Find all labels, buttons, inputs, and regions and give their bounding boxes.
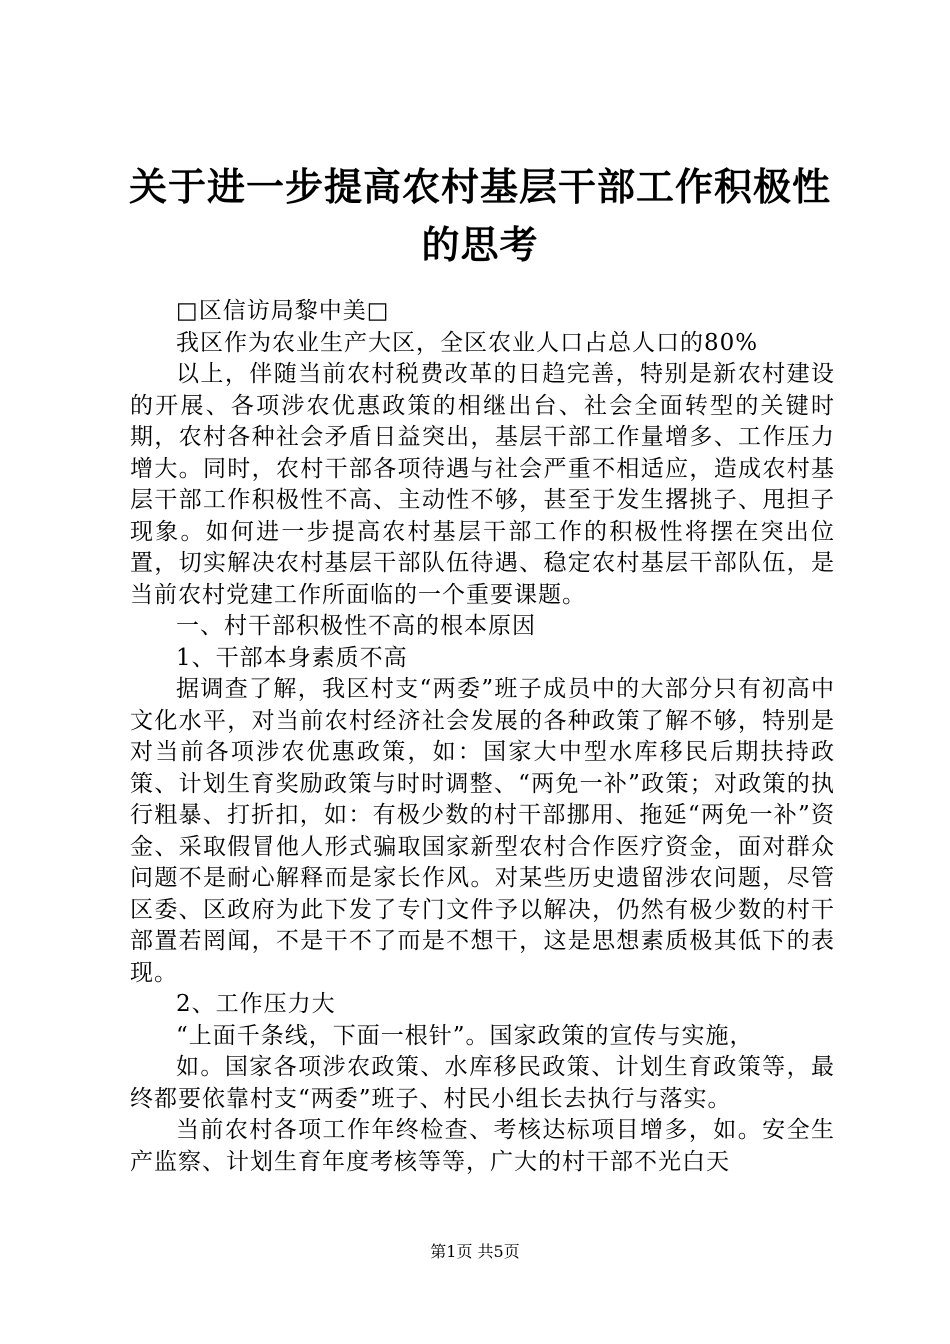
document-title: 关于进一步提高农村基层干部工作积极性的思考 — [128, 164, 831, 267]
paragraph: “上面千条线，下面一根针”。国家政策的宣传与实施， — [176, 1022, 754, 1049]
subsection-heading: 2、工作压力大 — [176, 991, 336, 1017]
author-line: □区信访局黎中美□ — [176, 298, 390, 324]
paragraph: 如。国家各项涉农政策、水库移民政策、计划生育政策等，最终都要依靠村支“两委”班子、村民小组长去执行与落实。 — [130, 1054, 835, 1112]
paragraph: 据调查了解，我区村支“两委”班子成员中的大部分只有初高中文化水平，对当前农村经济社会发展的各种政策了解不够，特别是对当前各项涉农优惠政策，如：国家大中型水库移民后期扶持政策、计划生育奖励政策与时时调整、“两免一补”政策；对政策的执行粗暴、打折扣，如：有极少数的村干部挪用、拖延“两免一补”资金、采取假冒他人形式骗取国家新型农村合作医疗资金，面对群众问题不是耐心解释而是家长作风。对某些历史遗留涉农问题，尽管区委、区政府为此下发了专门文件予以解决，仍然有极少数的村干部置若罔闻，不是干不了而是不想干，这是思想素质极其低下的表现。 — [130, 676, 835, 986]
document-body — [130, 296, 835, 1178]
paragraph: 当前农村各项工作年终检查、考核达标项目增多，如。安全生产监察、计划生育年度考核等等，广大的村干部不光白天 — [130, 1117, 835, 1175]
section-heading: 一、村干部积极性不高的根本原因 — [176, 613, 536, 639]
subsection-heading: 1、干部本身素质不高 — [176, 644, 408, 671]
paragraph: 以上，伴随当前农村税费改革的日趋完善，特别是新农村建设的开展、各项涉农优惠政策的相继出台、社会全面转型的关键时期，农村各种社会矛盾日益突出，基层干部工作量增多、工作压力增大。同时，农村干部各项待遇与社会严重不相适应，造成农村基层干部工作积极性不高、主动性不够，甚至于发生撂挑子、甩担子现象。如何进一步提高农村基层干部工作的积极性将摆在突出位置，切实解决农村基层干部队伍待遇、稳定农村基层干部队伍，是当前农村党建工作所面临的一个重要课题。 — [130, 361, 835, 608]
paragraph: 我区作为农业生产大区，全区农业人口占总人口的80% — [176, 329, 759, 356]
page-footer: 第1页 共5页 — [430, 1242, 520, 1261]
